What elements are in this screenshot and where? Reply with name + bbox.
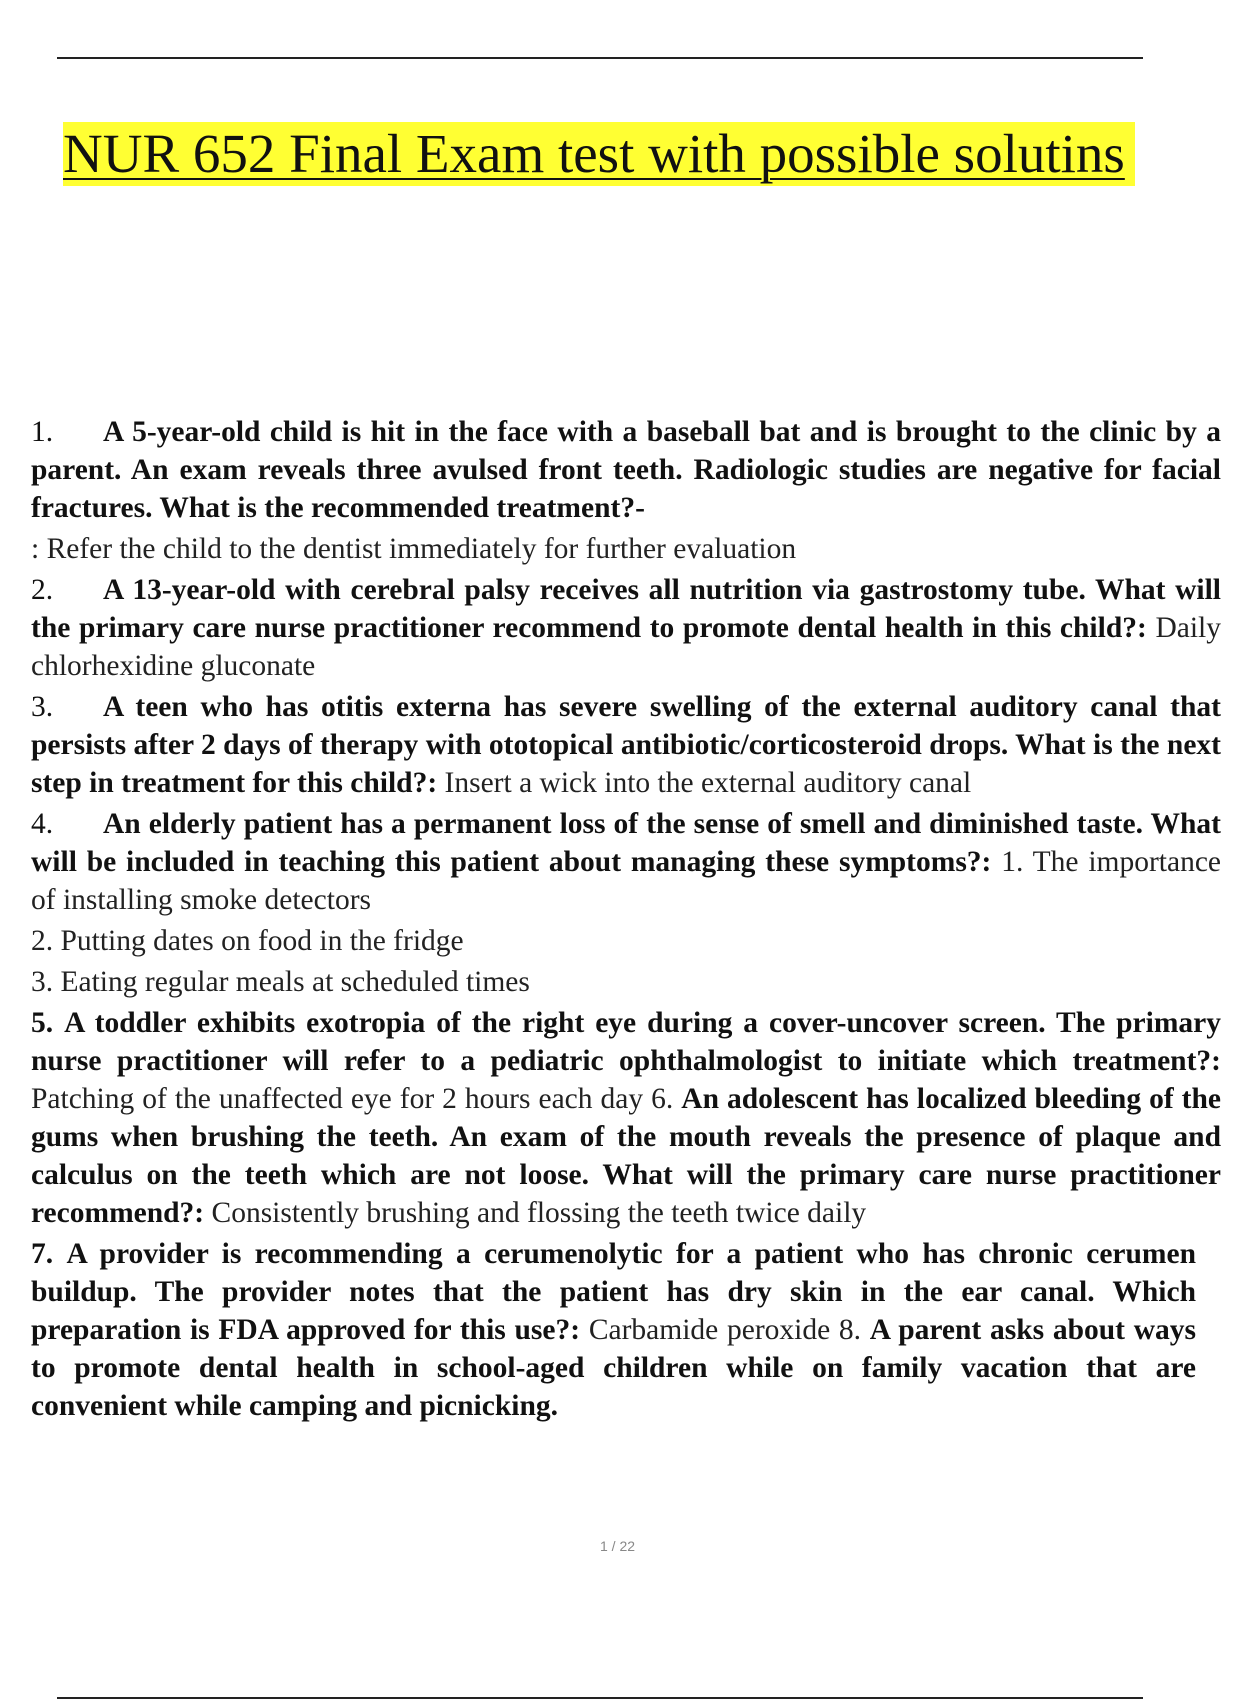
answer-1 — [31, 530, 1221, 568]
question-number: 4. — [31, 808, 54, 840]
question-4 — [31, 805, 1221, 919]
answer-text: Consistently brushing and flossing the teeth twice daily — [211, 1197, 867, 1229]
question-text: An adolescent has localized bleeding of the gums when brushing the teeth. An exam of the mouth reveals the presence of plaque and calculus on the teeth which are not loose. What will the primary care nurse practitioner recommend?: — [31, 1083, 1221, 1229]
question-text: A provider is recommending a cerumenolytic for a patient who has chronic cerumen buildup. The provider notes that the patient has dry skin in the ear canal. Which preparation is FDA approved for this use?: — [31, 1238, 1196, 1346]
question-3 — [31, 688, 1221, 802]
answer-item: 2. Putting dates on food in the fridge — [31, 925, 464, 957]
question-1 — [31, 413, 1221, 527]
answer-text: Insert a wick into the external auditory canal — [444, 767, 972, 799]
answer-text: Carbamide peroxide 8. — [588, 1314, 862, 1346]
question-number: 3. — [31, 691, 54, 723]
question-number: 5. — [31, 1007, 54, 1039]
answer-text: : Refer the child to the dentist immediately for further evaluation — [31, 533, 797, 565]
question-text: A 5-year-old child is hit in the face with a baseball bat and is brought to the clinic by a parent. An exam reveals three avulsed front teeth. Radiologic studies are negative for facial fractures. What is the recommended treatment?- — [31, 416, 1221, 524]
question-2 — [31, 571, 1221, 685]
page-indicator: 1 / 22 — [599, 1538, 636, 1554]
question-text: A toddler exhibits exotropia of the right eye during a cover-uncover screen. The primary nurse practitioner will refer to a pediatric ophthalmologist to initiate which treatment?: — [31, 1007, 1222, 1077]
answer-text: Patching of the unaffected eye for 2 hours each day 6. — [31, 1083, 674, 1115]
question-7-8 — [31, 1235, 1196, 1425]
bottom-rule — [57, 1697, 1143, 1699]
answer-item: 3. Eating regular meals at scheduled times — [31, 966, 530, 998]
question-text: A 13-year-old with cerebral palsy receives all nutrition via gastrostomy tube. What will the primary care nurse practitioner recommend to promote dental health in this child?: — [31, 574, 1221, 644]
question-number: 7. — [31, 1238, 54, 1270]
question-number: 2. — [31, 574, 54, 606]
answer-text: Daily chlorhexidine gluconate — [31, 612, 1221, 682]
top-rule — [57, 57, 1143, 59]
question-text: A parent asks about ways to promote dental health in school-aged children while on family vacation that are convenient while camping and picnicking. — [31, 1314, 1197, 1422]
question-5-6 — [31, 1004, 1221, 1232]
question-number: 1. — [31, 416, 54, 448]
question-text: A teen who has otitis externa has severe swelling of the external auditory canal that persists after 2 days of therapy with ototopical antibiotic/corticosteroid drops. What is the next step in treatment for this child?: — [31, 691, 1221, 799]
document-body — [31, 413, 1231, 1428]
document-title: NUR 652 Final Exam test with possible solutins — [63, 122, 1135, 186]
question-text: An elderly patient has a permanent loss of the sense of smell and diminished taste. What will be included in teaching this patient about managing these symptoms?: — [31, 808, 1221, 878]
answer-text: 1. The importance of installing smoke detectors — [31, 846, 1222, 916]
